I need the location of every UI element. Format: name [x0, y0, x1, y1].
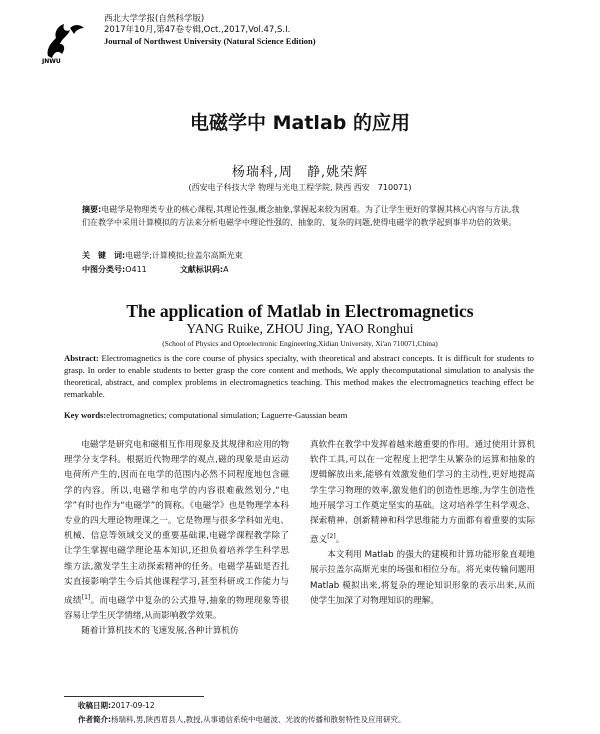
doc-code-label: 文献标识码: — [179, 265, 224, 274]
keywords-cn — [82, 249, 522, 262]
keywords-cn-label: 关 键 词: — [82, 251, 126, 260]
keywords-en — [64, 410, 534, 420]
footnote-received — [78, 700, 155, 711]
body-text: 。而电磁学中复杂的公式推导,抽象的物理现象等很容易让学生厌学情绪,从而影响教学效果。 — [64, 595, 289, 622]
abstract-en-text: Electromagnetics is the core course of physics specialty, with theoretical and abstract concepts. It is difficult for students to grasp. In order to enable students to better grasp the core content and methods, We apply thecomputational simulation to analysis the theoretical, abstract, and complex problems in electromagnetics teaching. This method makes the electromagnetics teaching effect be remarkable. — [64, 353, 534, 399]
body-text: 电磁学是研究电和磁相互作用现象及其规律和应用的物理学分支学科。根据近代物理学的观点,磁的现象是由运动电荷所产生的,因而在电学的范围内必然不同程度地包含磁学的内容。所以,电磁学和电学的内容很难截然划分,“电学”有时也作为“电磁学”的简称。《电磁学》也是物理学本科专业的四大理论物理课之一。它是物理与很多学科如光电、机械、信息等领域交叉的重要基础课,电磁学课程教学除了让学生掌握电磁学理论基本知识,还担负着培养学生科学思维方法,激发学生主动探索精神的任务。电磁学基础是否扎实直接影响学生今后其他课程学习,甚至科研或工作能力与成绩 — [64, 440, 289, 606]
keywords-en-text: electromagnetics; computational simulation; Laguerre-Gaussian beam — [106, 410, 348, 420]
journal-name-cn: 西北大学学报(自然科学版) — [104, 14, 205, 24]
doc-code-value: A — [223, 265, 229, 274]
journal-name-en: Journal of Northwest University (Natural Science Edition) — [104, 36, 316, 46]
abstract-en-label: Abstract: — [64, 353, 99, 363]
title-cn: 电磁学中 Matlab 的应用 — [190, 112, 410, 134]
authors-cn: 杨瑞科,周 静,姚荣辉 — [231, 165, 369, 180]
abstract-en — [64, 352, 534, 400]
abstract-cn — [82, 203, 522, 229]
journal-info — [104, 14, 316, 47]
journal-issue: 2017年10月,第47卷专辑,Oct.,2017,Vol.47,S.I. — [104, 25, 291, 35]
logo-text: JNWU — [42, 58, 61, 64]
classification — [82, 263, 522, 276]
citation-ref: [1] — [81, 594, 91, 602]
footnote-author — [78, 714, 406, 725]
received-date: 2017-09-12 — [111, 701, 155, 710]
author-bio: 杨瑞科,男,陕西眉县人,教授,从事通信系统中电磁波、光波的传播和散射特性及应用研究。 — [111, 715, 406, 724]
received-label: 收稿日期: — [78, 701, 111, 710]
abstract-cn-label: 摘要: — [82, 205, 102, 214]
keywords-cn-text: 电磁学;计算模拟;拉盖尔高斯光束 — [125, 251, 243, 260]
keywords-en-label: Key words: — [64, 410, 107, 420]
abstract-cn-text: 电磁学是物理类专业的核心课程,其理论性强,概念抽象,掌握起来较为困难。为了让学生更好的掌握其核心内容与方法,我们在教学中采用计算模拟的方法来分析电磁学中理论性强的、抽象的、复杂的问题,使得电磁学的教学起到事半功倍的效果。 — [82, 205, 520, 227]
body-text: 真软件在教学中发挥着越来越重要的作用。通过使用计算机软件工具,可以在一定程度上把学生从繁杂的运算和抽象的逻辑解放出来,能够有效激发他们学习的主动性,更好地提高学生学习物理的效率,激发他们的创造性思维,为学生创造性地开展学习工作奠定坚实的基础。这对培养学生科学观念、探索精神、创新精神和科学思维能力方面都有着重要的实际意义 — [310, 440, 535, 546]
classification-value: O411 — [125, 265, 147, 274]
affiliation-cn: (西安电子科技大学 物理与光电工程学院, 陕西 西安 710071) — [188, 183, 412, 192]
body-column-left — [64, 438, 289, 640]
journal-logo-icon — [40, 20, 98, 64]
footnote-divider — [64, 696, 204, 697]
title-en: The application of Matlab in Electromagnetics — [126, 301, 474, 321]
body-column-right — [310, 438, 535, 609]
classification-label: 中图分类号: — [82, 265, 126, 274]
citation-ref: [2] — [327, 533, 336, 541]
body-text: 。 — [335, 535, 345, 546]
body-paragraph — [64, 438, 289, 624]
authors-en: YANG Ruike, ZHOU Jing, YAO Ronghui — [186, 321, 414, 336]
affiliation-en: (School of Physics and Optoelectronic Engineering,Xidian University, Xi'an 710071,China) — [162, 339, 438, 348]
body-paragraph: 本文利用 Matlab 的强大的建模和计算功能形象直观地展示拉盖尔高斯光束的场强和相位分布。将光束传输问题用 Matlab 模拟出来,将复杂的理论知识形象的表示出来,从而使学生加深了对物理知识的理解。 — [310, 550, 535, 606]
author-bio-label: 作者简介: — [78, 715, 111, 724]
body-paragraph — [310, 438, 535, 548]
body-paragraph: 随着计算机技术的飞速发展,各种计算机仿 — [81, 626, 239, 637]
